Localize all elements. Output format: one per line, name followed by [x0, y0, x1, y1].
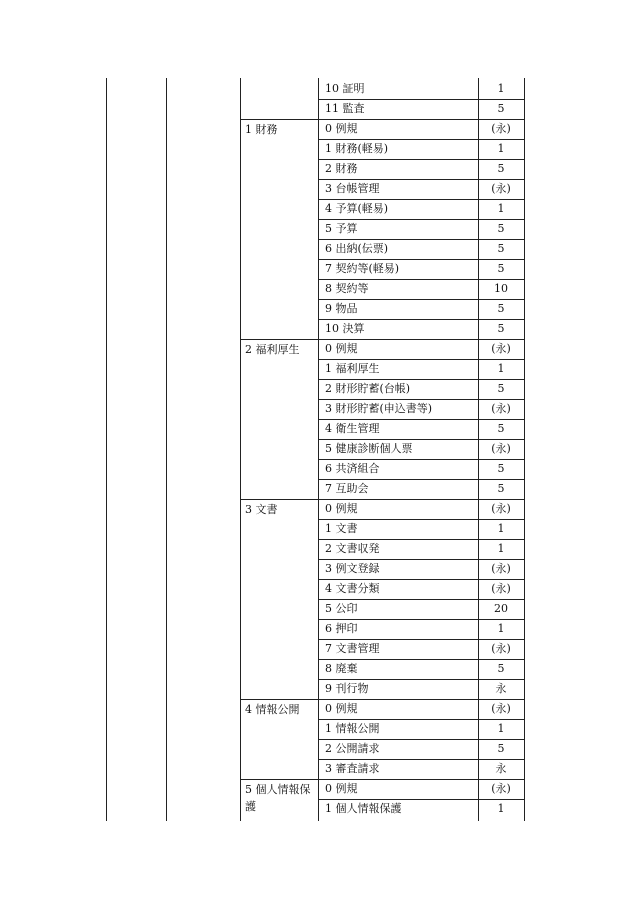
row-line [318, 639, 524, 640]
row-line [318, 279, 524, 280]
retention-cell: 5 [497, 742, 505, 755]
item-cell: 5 公印 [325, 602, 358, 615]
retention-cell: (永) [491, 702, 511, 715]
row-line [318, 299, 524, 300]
category-cell: 3 文書 [245, 503, 278, 516]
item-cell: 4 予算(軽易) [325, 202, 389, 215]
item-cell: 6 出納(伝票) [325, 242, 389, 255]
item-cell: 4 文書分類 [325, 582, 380, 595]
retention-cell: (永) [491, 182, 511, 195]
item-cell: 1 個人情報保護 [325, 802, 402, 815]
item-cell: 3 例文登録 [325, 562, 380, 575]
item-cell: 0 例規 [325, 702, 358, 715]
retention-cell: 1 [497, 542, 505, 555]
retention-cell: 1 [497, 522, 505, 535]
row-line [318, 99, 524, 100]
retention-cell: 永 [495, 682, 507, 695]
row-line [318, 379, 524, 380]
row-line [318, 579, 524, 580]
item-cell: 0 例規 [325, 342, 358, 355]
column-line [318, 78, 319, 821]
retention-cell: (永) [491, 442, 511, 455]
item-cell: 8 契約等 [325, 282, 369, 295]
item-cell: 2 文書収発 [325, 542, 380, 555]
row-line [318, 399, 524, 400]
retention-cell: 1 [497, 722, 505, 735]
row-line [240, 779, 524, 780]
retention-cell: 5 [497, 422, 505, 435]
item-cell: 1 文書 [325, 522, 358, 535]
row-line [318, 439, 524, 440]
item-cell: 1 情報公開 [325, 722, 380, 735]
retention-cell: (永) [491, 642, 511, 655]
item-cell: 0 例規 [325, 782, 358, 795]
category-cell: 2 福利厚生 [245, 343, 300, 356]
item-cell: 7 契約等(軽易) [325, 262, 400, 275]
retention-cell: 1 [497, 202, 505, 215]
row-line [318, 539, 524, 540]
row-line [318, 739, 524, 740]
row-line [318, 559, 524, 560]
category-cell: 4 情報公開 [245, 703, 300, 716]
item-cell: 0 例規 [325, 122, 358, 135]
item-cell: 2 財務 [325, 162, 358, 175]
retention-cell: 5 [497, 242, 505, 255]
retention-cell: (永) [491, 782, 511, 795]
row-line [318, 619, 524, 620]
row-line [318, 679, 524, 680]
row-line [240, 499, 524, 500]
retention-cell: 5 [497, 102, 505, 115]
row-line [318, 259, 524, 260]
item-cell: 10 証明 [325, 82, 365, 95]
retention-cell: (永) [491, 562, 511, 575]
item-cell: 4 衛生管理 [325, 422, 380, 435]
row-line [318, 179, 524, 180]
row-line [240, 119, 524, 120]
retention-cell: (永) [491, 122, 511, 135]
retention-cell: 1 [497, 802, 505, 815]
row-line [318, 419, 524, 420]
retention-cell: 10 [494, 282, 508, 295]
row-line [318, 479, 524, 480]
item-cell: 3 台帳管理 [325, 182, 380, 195]
retention-cell: 1 [497, 622, 505, 635]
retention-cell: 5 [497, 162, 505, 175]
retention-cell: 5 [497, 222, 505, 235]
retention-cell: 永 [495, 762, 507, 775]
item-cell: 2 財形貯蓄(台帳) [325, 382, 411, 395]
item-cell: 5 健康診断個人票 [325, 442, 413, 455]
retention-cell: 5 [497, 262, 505, 275]
row-line [240, 699, 524, 700]
item-cell: 5 予算 [325, 222, 358, 235]
column-line [166, 78, 167, 821]
row-line [318, 219, 524, 220]
retention-cell: 5 [497, 302, 505, 315]
category-cell: 5 個人情報保護 [245, 783, 311, 813]
item-cell: 6 共済組合 [325, 462, 380, 475]
retention-cell: 5 [497, 462, 505, 475]
row-line [318, 139, 524, 140]
retention-cell: 5 [497, 322, 505, 335]
retention-cell: 1 [497, 362, 505, 375]
row-line [240, 339, 524, 340]
item-cell: 1 財務(軽易) [325, 142, 389, 155]
row-line [318, 239, 524, 240]
item-cell: 3 財形貯蓄(申込書等) [325, 402, 433, 415]
item-cell: 11 監査 [325, 102, 365, 115]
item-cell: 8 廃棄 [325, 662, 358, 675]
category-cell: 1 財務 [245, 123, 278, 136]
item-cell: 0 例規 [325, 502, 358, 515]
retention-cell: 20 [494, 602, 508, 615]
retention-cell: 5 [497, 382, 505, 395]
row-line [318, 719, 524, 720]
column-line [106, 78, 107, 821]
retention-cell: 5 [497, 662, 505, 675]
item-cell: 10 決算 [325, 322, 365, 335]
item-cell: 9 刊行物 [325, 682, 369, 695]
item-cell: 1 福利厚生 [325, 362, 380, 375]
item-cell: 3 審査請求 [325, 762, 380, 775]
column-line [524, 78, 525, 821]
row-line [318, 159, 524, 160]
retention-cell: (永) [491, 402, 511, 415]
row-line [318, 319, 524, 320]
item-cell: 9 物品 [325, 302, 358, 315]
retention-cell: (永) [491, 582, 511, 595]
row-line [318, 599, 524, 600]
row-line [318, 799, 524, 800]
row-line [318, 199, 524, 200]
item-cell: 2 公開請求 [325, 742, 380, 755]
row-line [318, 459, 524, 460]
retention-cell: 1 [497, 82, 505, 95]
item-cell: 6 押印 [325, 622, 358, 635]
column-line [240, 78, 241, 821]
row-line [318, 519, 524, 520]
item-cell: 7 文書管理 [325, 642, 380, 655]
item-cell: 7 互助会 [325, 482, 369, 495]
retention-cell: (永) [491, 502, 511, 515]
retention-cell: (永) [491, 342, 511, 355]
retention-cell: 1 [497, 142, 505, 155]
retention-cell: 5 [497, 482, 505, 495]
row-line [318, 659, 524, 660]
row-line [318, 359, 524, 360]
row-line [318, 759, 524, 760]
